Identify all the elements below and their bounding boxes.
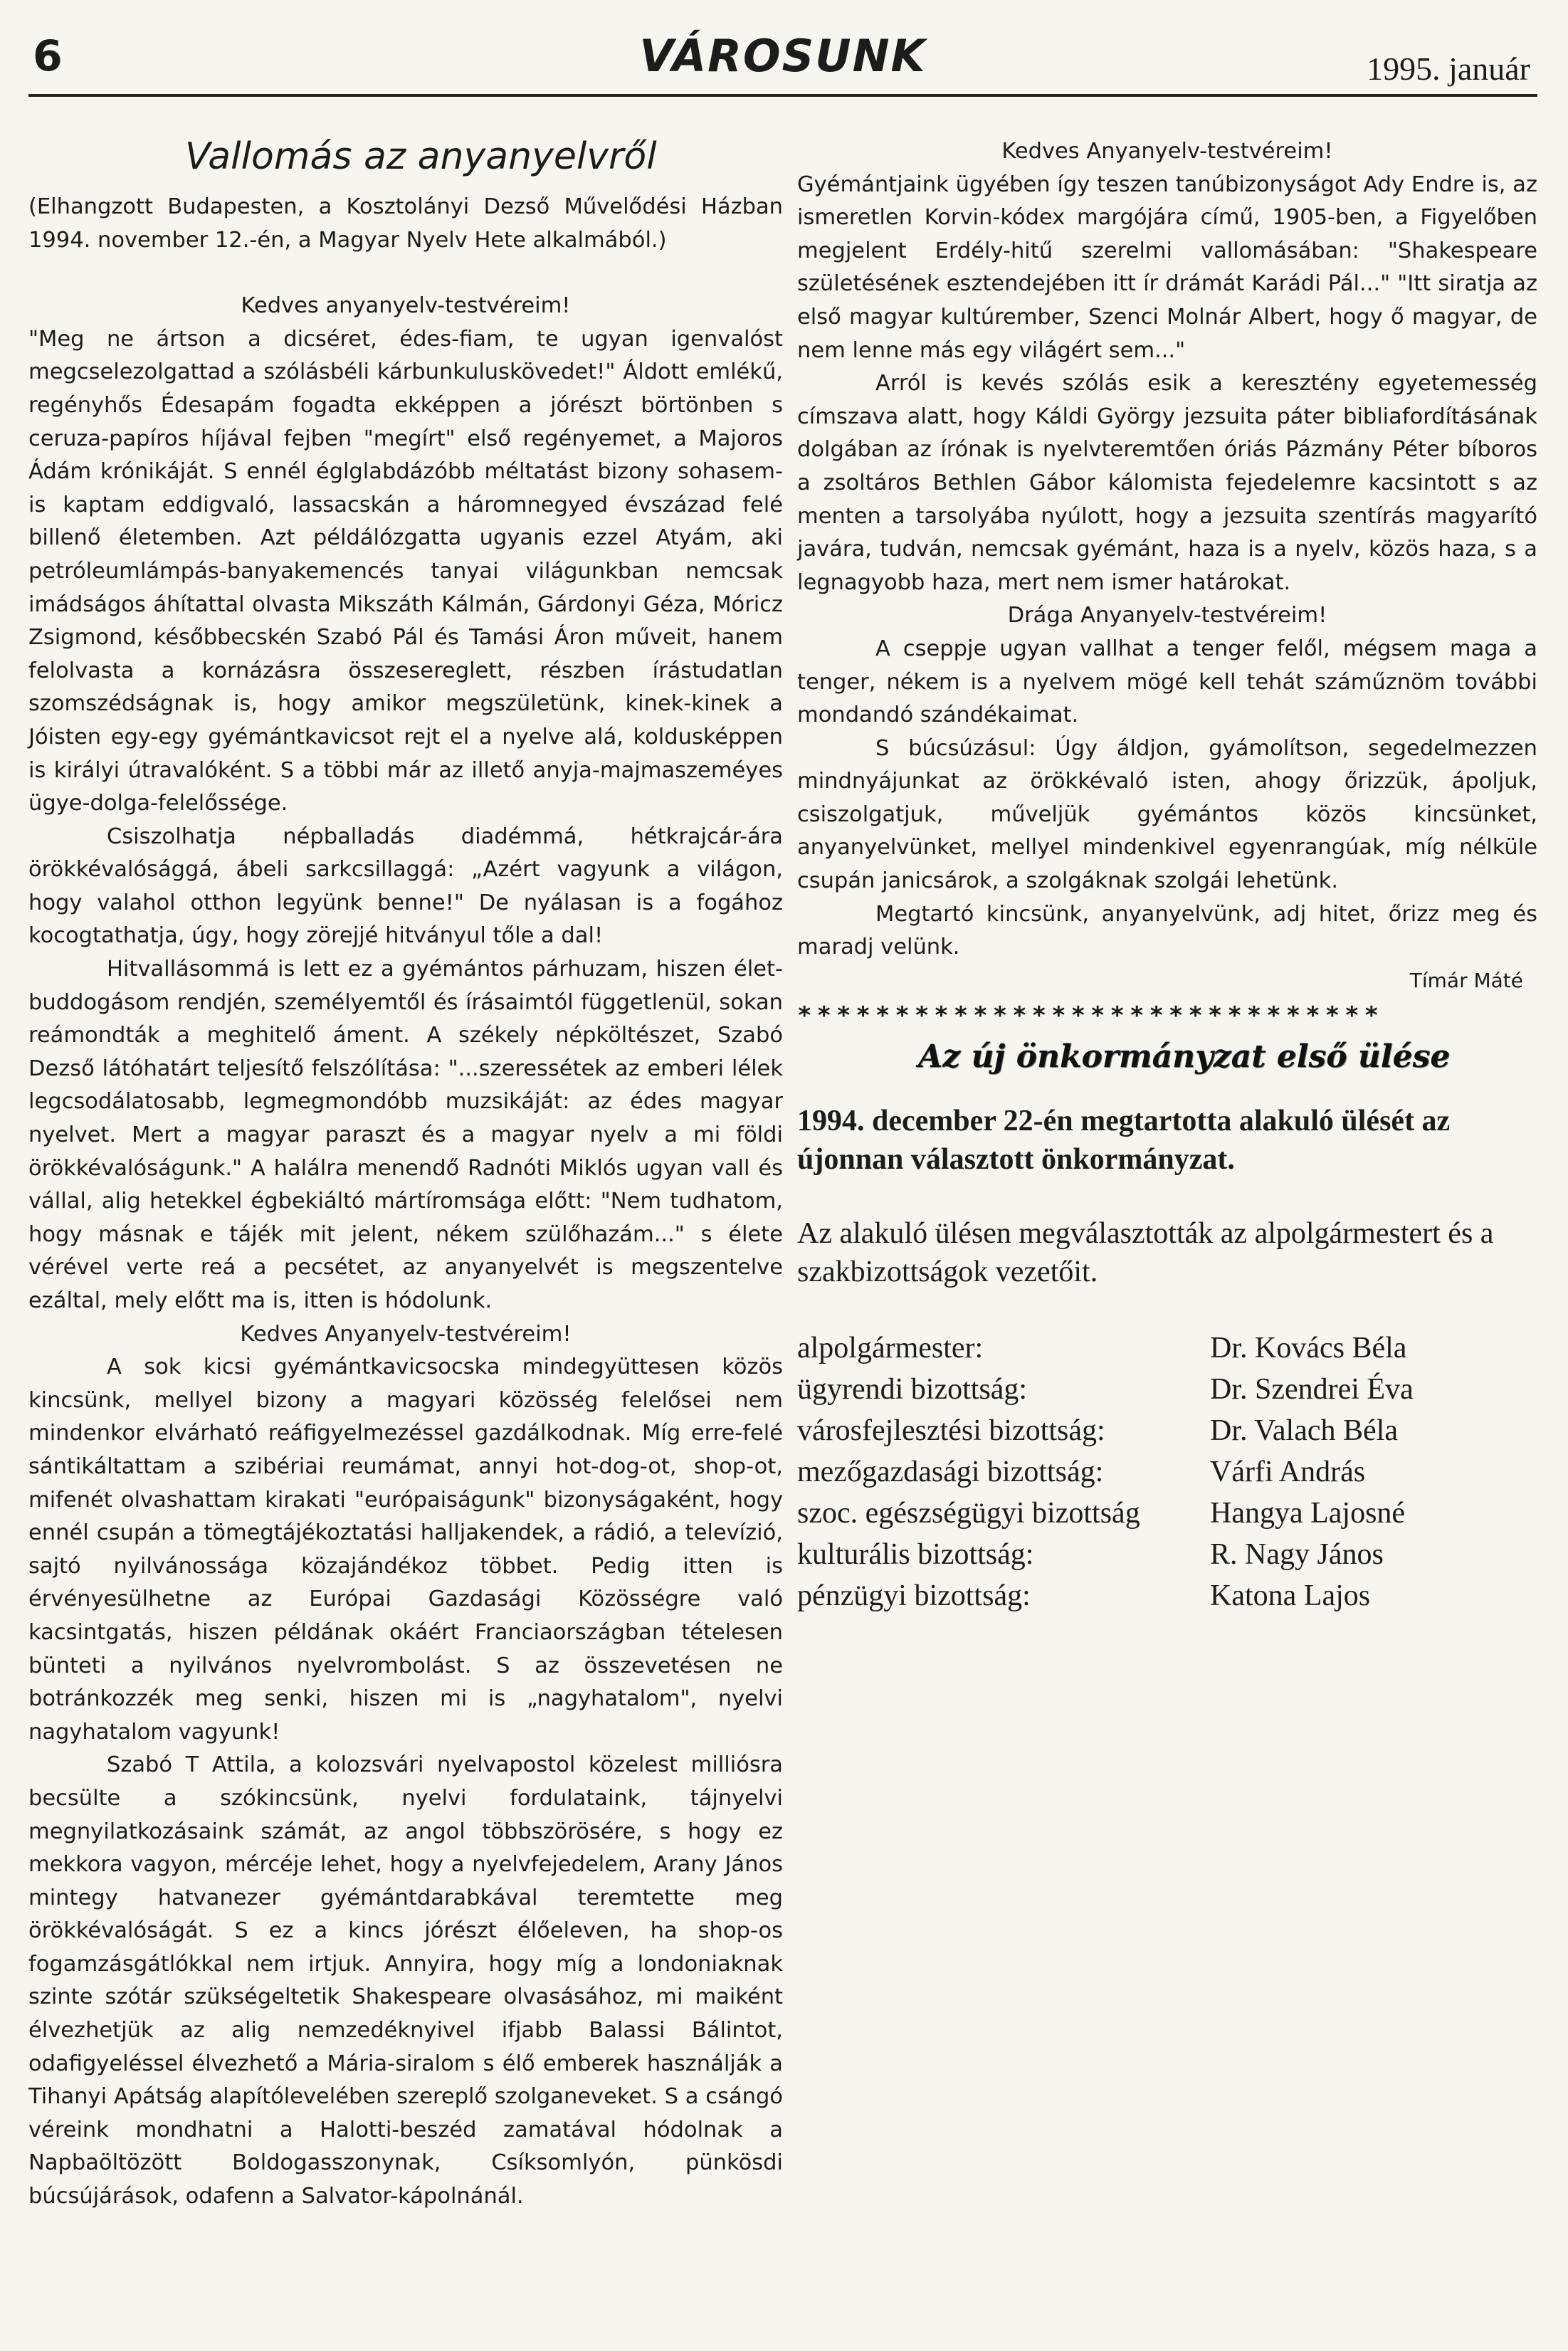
committee-member: Katona Lajos [1210,1579,1371,1612]
article-intro: (Elhangzott Budapesten, a Kosztolányi Dezső Művelődési Házban 1994. november 12.-én, a Magyar Nyelv Hete alkalmából.) [28,194,783,253]
issue-date: 1995. január [1367,51,1530,87]
salutation: Kedves Anyanyelv-testvéreim! [1001,139,1333,164]
page-number: 6 [33,31,63,81]
article-paragraph: "Meg ne ártson a dicséret, édes-fiam, te ugyan igenvalóst megcselezolgattad a szólásbéli kárbunkuluskövedet!" Áldott emlékű, regényhős Édesapám fogadta ekképpen a jórészt börtönben s ceruza-papíros híjával fejben "megírt" első regényemet, a Majoros Ádám krónikáját. S ennél églglabdázóbb méltatást bizony sohasem-is kaptam eddigvaló, lassacskán a háromnegyed évszázad felé billenő életemben. Azt példálózgatta ugyanis ezzel Atyám, aki petróleumlámpás-banyakemencés tanyai világunkban nemcsak imádságos áhítattal olvasta Mikszáth Kálmán, Gárdonyi Géza, Móricz Zsigmond, későbbecskén Szabó Pál és Tamási Áron műveit, hanem felolvasta a kornázásra összesereglett, részben írástudatlan szomszédságnak is, hogy amikor megszületünk, kinek-kinek a Jóisten egy-egy gyémántkavicsot rejt el a nyelve alá, koldusképpen is királyi útravalóként. S a többi már az illető anyja-majmaszeméyes ügye-dolga-felelőssége. [28,326,783,816]
table-row [797,1372,1537,1414]
article-paragraph: Arról is kevés szólás esik a keresztény egyetemesség címszava alatt, hogy Káldi György jezsuita páter bibliafordításának dolgában az írónak is nyelvteremtően óriás Pázmány Péter bíboros a zsoltáros Bethlen Gábor kálomista fejedelemre kacsintott s az menten a tarsolyába nyúlott, hogy a jezsuita szentírás magyarító javára, tudván, nemcsak gyémánt, haza is a nyelv, közös haza, s a legnagyobb haza, mert nem ismer határokat. [797,371,1537,595]
article-paragraph: S búcsúzásul: Úgy áldjon, gyámolítson, segedelmezzen mindnyájunkat az örökkévaló isten, ahogy őrizzük, ápoljuk, csiszolgatjuk, műveljük gyémántos közös kincsünket, anyanyelvünket, mellyel mindenkivel egyenrangúak, míg nélküle csupán janicsárok, a szolgáknak szolgái lehetünk. [797,735,1537,894]
article-paragraph: A sok kicsi gyémántkavicsocska mindegyüttesen közös kincsünk, mellyel bizony a magyari közösség felelősei nem mindenkor elvárható reáfigyelmezéssel gazdálkodnak. Míg erre-felé sántikáltattam a szibériai reumámat, annyi hot-dog-ot, shop-ot, mifenét olvashattam kirakati "európaiságunk" bizonyságaként, hogy ennél csupán a tömegtájékoztatási halljakendek, a rádió, a televízió, sajtó nyilvánossága közajándékoz többet. Pedig itten is érvényesülhetne az Európai Gazdasági Közösségre való kacsintgatás, hiszen példának okáért Franciaországban tételesen bünteti a nyilvános nyelvrombolást. S az összevetésen ne botránkozzék meg senki, hiszen mi is „nagyhatalom", nyelvi nagyhatalom vagyunk! [28,1355,783,1745]
committee-member: Hangya Lajosné [1210,1496,1406,1530]
salutation: Kedves anyanyelv-testvéreim! [241,293,571,319]
right-column [797,135,1537,1620]
page-header [28,28,1537,97]
left-column [28,135,783,2214]
table-row [797,1331,1537,1372]
committee-member: Dr. Kovács Béla [1210,1331,1407,1364]
committee-member: Dr. Valach Béla [1210,1414,1398,1447]
article-paragraph: A cseppje ugyan vallhat a tenger felől, mégsem maga a tenger, nékem is a nyelvem mögé kell tehát száműznöm további mondandó szándékaimat. [797,636,1537,728]
committee-role: alpolgármester: [797,1331,984,1364]
table-row [797,1414,1537,1455]
salutation: Kedves Anyanyelv-testvéreim! [240,1321,572,1347]
committee-role: mezőgazdasági bizottság: [797,1455,1104,1488]
article-paragraph: Szabó T Attila, a kolozsvári nyelvapostol közelest milliósra becsülte a szókincsünk, nyelvi fordulataink, tájnyelvi megnyilatkozásaink számát, az angol többszörösére, s hogy ez mekkora vagyon, mércéje lehet, hogy a nyelvfejedelem, Arany János mintegy hatvanezer gyémántdarabkával teremtette meg örökkévalóságát. S ez a kincs jórészt élőeleven, ha shop-os fogamzásgátlókkal nem irtjuk. Annyira, hogy míg a londoniaknak szinte szótár szükségeltetik Shakespeare olvasásához, mi maiként élvezhetjük az alig nemzedéknyivel ifjabb Balassi Bálintot, odafigyeléssel élvezhető a Mária-siralom s élő emberek használják a Tihanyi Apátság alapítólevelében szereplő szolganeveket. S a csángó véreink mondhatni a Halotti-beszéd zamatával hódolnak a Napbaöltözött Boldogasszonynak, Csíksomlyón, pünkösdi búcsújárások, odafenn a Salvator-kápolnánál. [28,1752,783,2209]
committee-role: szoc. egészségügyi bizottság [797,1496,1140,1530]
news-body: Az alakuló ülésen megválasztották az alpolgármestert és a szakbizottságok vezetőit. [797,1216,1494,1288]
committee-member: Várfi András [1210,1455,1366,1488]
table-row [797,1496,1537,1537]
news-title: Az új önkormányzat első ülése [918,1038,1451,1075]
article-paragraph: Gyémántjaink ügyében így teszen tanúbizonyságot Ady Endre is, az ismeretlen Korvin-kódex margójára című, 1905-ben, a Figyelőben megjelent Erdély-hitű szerelmi vallomásában: "Shakespeare születésének esztendejében itt ír drámát Karádi Pál..." "Itt siratja az első magyar kultúrember, Szenci Molnár Albert, hogy ő magyar, de nem lenne más egy világért sem..." [797,172,1537,363]
table-row [797,1455,1537,1496]
article-paragraph: Megtartó kincsünk, anyanyelvünk, adj hitet, őrizz meg és maradj velünk. [797,901,1537,960]
committee-role: pénzügyi bizottság: [797,1579,1031,1612]
article-paragraph: Csiszolhatja népballadás diadémmá, hétkrajcár-ára örökkévalósággá, ábeli sarkcsillaggá: „Azért vagyunk a világon, hogy valahol otthon legyünk benne!" De nyálasan is a fogához kocogtathatja, úgy, hogy zörejjé hitványul tőle a dal! [28,824,783,949]
table-row [797,1579,1537,1620]
committee-role: ügyrendi bizottság: [797,1372,1028,1406]
committee-member: R. Nagy János [1210,1537,1384,1571]
committee-member: Dr. Szendrei Éva [1210,1372,1414,1406]
news-lead: 1994. december 22-én megtartotta alakuló ülését az újonnan választott önkormányzat. [797,1104,1451,1176]
masthead: VÁROSUNK [639,30,927,82]
article-author: Tímár Máté [1409,968,1523,992]
article-title: Vallomás az anyanyelvről [185,135,657,178]
salutation: Drága Anyanyelv-testvéreim! [1007,603,1327,628]
committee-role: kulturális bizottság: [797,1537,1034,1571]
committee-role: városfejlesztési bizottság: [797,1414,1105,1447]
table-row [797,1537,1537,1579]
article-paragraph: Hitvallásommá is lett ez a gyémántos párhuzam, hiszen élet-buddogásom rendjén, személyemtől és írásaimtól függetlenül, sokan reámondták a meghitelő áment. A székely népköltészet, Szabó Dezső látóhatárt teljesítő felszólítása: "...szeressétek az emberi lélek legcsodálatosabb, legmegmondóbb muzsikáját: az édes magyar nyelvet. Mert a magyar paraszt és a magyar nyelv a mi földi örökkévalóságunk." A halálra menendő Radnóti Miklós ugyan vall és vállal, alig hetekkel égbekiáltó mártíromsága előtt: "Nem tudhatom, hogy másnak e tájék mit jelent, nékem szülőhazám..." s élete vérével verte reá a pecsétet, az anyanyelvét is megszentelve ezáltal, mely előtt ma is, itten is hódolunk. [28,957,783,1313]
star-separator: ****************************** [797,1001,1384,1030]
committee-table [797,1331,1537,1620]
